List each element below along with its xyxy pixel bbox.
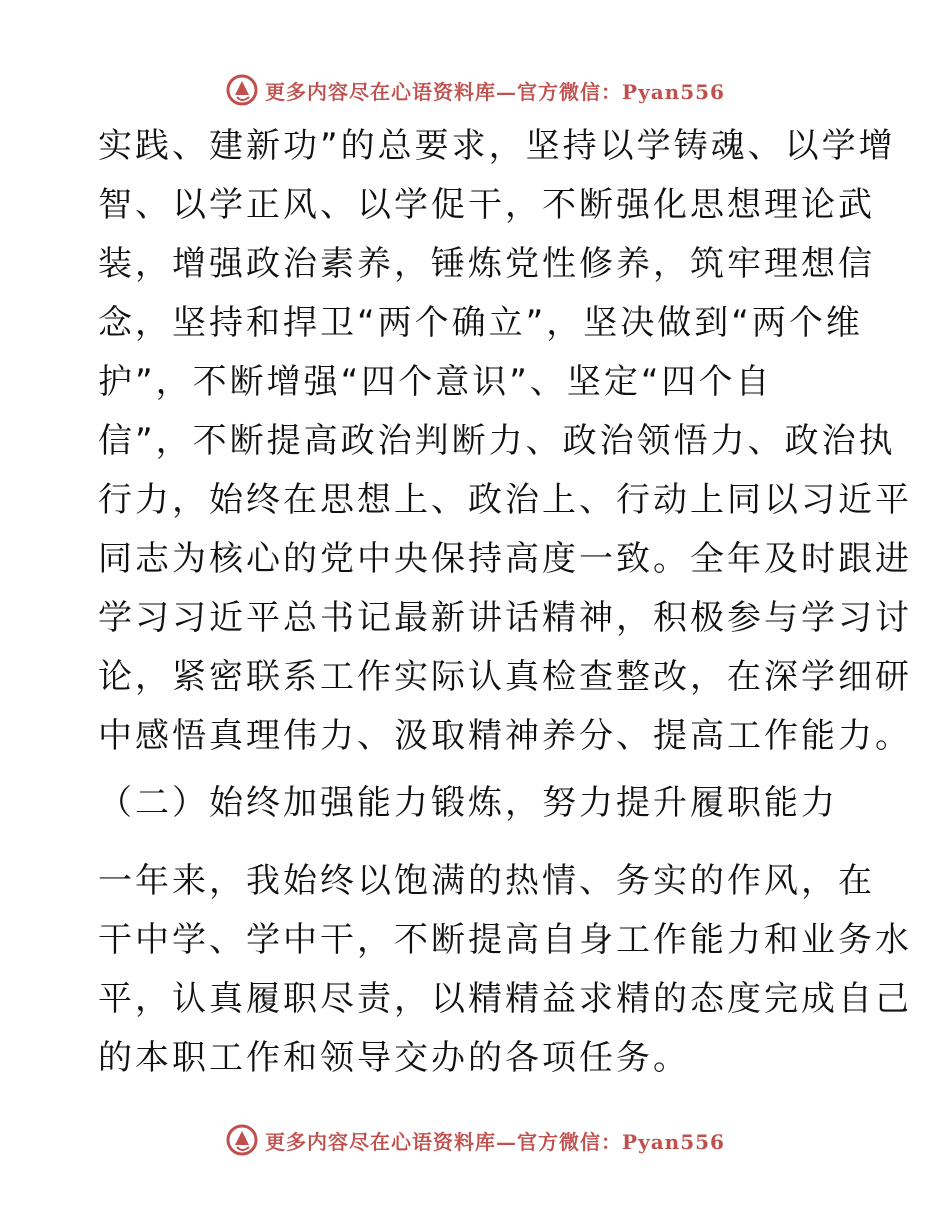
body-line: 念，坚持和捍卫“两个确立”，坚决做到“两个维 [98,303,863,343]
body-line: 智、以学正风、以学促干，不断强化思想理论武 [98,185,875,225]
body-line: 论，紧密联系工作实际认真检查整改，在深学细研 [98,657,912,697]
body-line: 信”，不断提高政治判断力、政治领悟力、政治执 [98,421,896,461]
body-line: 实践、建新功”的总要求，坚持以学铸魂、以学增 [98,126,896,166]
banner-text: 更多内容尽在心语资料库—官方微信：Pyan556 [265,79,725,104]
body-line: 学习习近平总书记最新讲话精神，积极参与学习讨 [98,598,912,638]
body-line: 中感悟真理伟力、汲取精神养分、提高工作能力。 [98,716,912,756]
body-line: 装，增强政治素养，锤炼党性修养，筑牢理想信 [98,244,875,284]
paragraph-line: 的本职工作和领导交办的各项任务。 [98,1038,690,1078]
footer-watermark-banner [0,1120,950,1160]
header-watermark-banner [0,70,950,110]
body-line: 护”，不断增强“四个意识”、坚定“四个自 [98,362,773,402]
paragraph-line: 一年来，我始终以饱满的热情、务实的作风，在 [98,861,875,901]
paragraph-line: 干中学、学中干，不断提高自身工作能力和业务水 [98,920,912,960]
banner-text: 更多内容尽在心语资料库—官方微信：Pyan556 [265,1129,725,1154]
body-line: 行力，始终在思想上、政治上、行动上同以习近平 [98,480,912,520]
section-heading: （二）始终加强能力锻炼，努力提升履职能力 [98,783,838,823]
brand-logo-icon [225,73,259,107]
body-line: 同志为核心的党中央保持高度一致。全年及时跟进 [98,539,912,579]
paragraph-line: 平，认真履职尽责，以精精益求精的态度完成自己 [98,979,912,1019]
brand-logo-icon [225,1123,259,1157]
